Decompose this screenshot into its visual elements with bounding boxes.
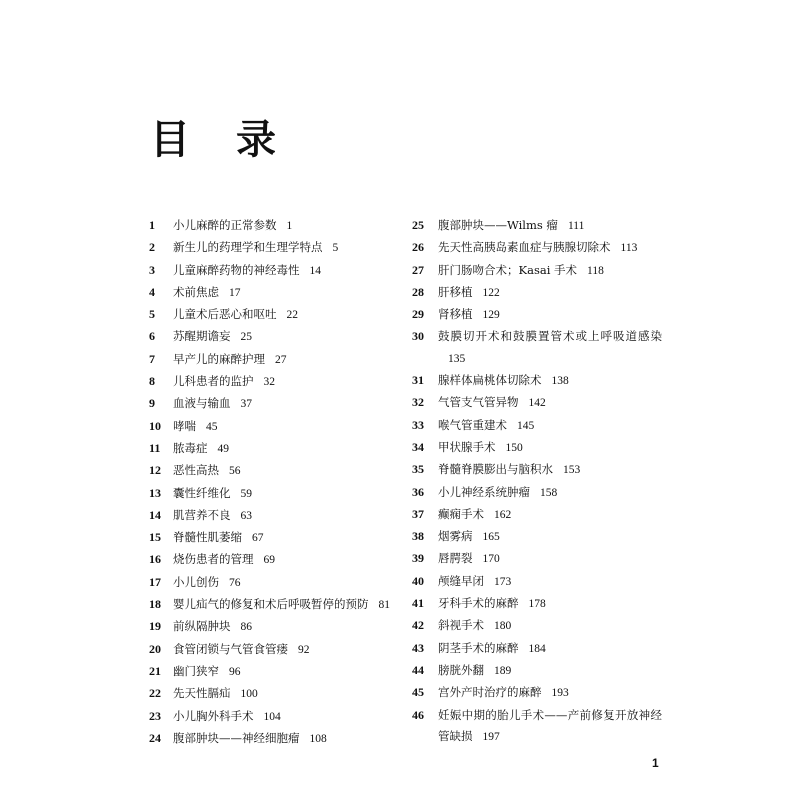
title-char-2: 录: [236, 116, 276, 163]
toc-entry-text: 妊娠中期的胎儿手术——产前修复开放神经管缺损: [438, 707, 662, 743]
toc-entry-number: 42: [412, 618, 424, 633]
toc-entry-text: 儿童术后恶心和呕吐: [173, 307, 277, 322]
toc-entry-number: 21: [149, 663, 161, 678]
toc-entry-text: 脊髓性肌萎缩: [173, 530, 242, 545]
toc-entry-text: 小儿胸外科手术: [173, 708, 254, 723]
toc-entry: [412, 415, 662, 437]
toc-entry-number: 18: [149, 597, 161, 612]
toc-entry-title: [438, 304, 662, 326]
toc-entry-text: 宫外产时治疗的麻醉: [438, 685, 542, 700]
toc-entry-title: [173, 326, 399, 348]
toc-entry-number: 40: [412, 573, 424, 588]
toc-entry-text: 唇腭裂: [438, 551, 473, 566]
toc-entry-page: 170: [482, 553, 500, 566]
toc-entry: [412, 571, 662, 593]
title-char-1: 目: [150, 116, 190, 163]
toc-entry-text: 颅缝早闭: [438, 573, 484, 588]
toc-entry-page: 184: [528, 642, 546, 655]
toc-entry-number: 3: [149, 262, 155, 277]
toc-entry-number: 29: [412, 307, 424, 322]
toc-entry-text: 血液与输血: [173, 396, 231, 411]
toc-entry-title: [173, 282, 399, 304]
toc-entry-text: 烧伤患者的管理: [173, 552, 254, 567]
toc-entry-number: 46: [412, 707, 424, 722]
toc-entry: [412, 660, 662, 682]
toc-entry-title: [438, 660, 662, 682]
toc-entry-number: 5: [149, 307, 155, 322]
toc-entry-title: [173, 706, 399, 728]
toc-entry-page: 142: [528, 397, 546, 410]
toc-entry-text: 气管支气管异物: [438, 395, 519, 410]
toc-entry-text: 先天性膈疝: [173, 686, 231, 701]
toc-entry-page: 113: [620, 242, 638, 255]
toc-entry-text: 小儿麻醉的正常参数: [173, 218, 277, 232]
toc-entry-title: [173, 683, 399, 705]
page-title: [150, 108, 276, 165]
toc-entry: [149, 616, 399, 638]
toc-entry-text: 膀胱外翻: [438, 662, 484, 677]
toc-entry-number: 35: [412, 462, 424, 477]
toc-entry-number: 11: [149, 440, 161, 455]
toc-entry-page: 145: [517, 419, 535, 432]
toc-entry-page: 32: [263, 376, 275, 389]
toc-entry: [149, 260, 399, 282]
toc-entry-title: [173, 460, 399, 482]
toc-entry-text: 肝移植: [438, 284, 473, 299]
toc-entry-number: 2: [149, 240, 155, 255]
toc-entry-text: 阴茎手术的麻醉: [438, 640, 519, 655]
toc-entry: [149, 304, 399, 326]
toc-entry-title: [173, 527, 399, 549]
toc-entry-title: [173, 572, 399, 594]
toc-entry-page: 14: [309, 264, 321, 277]
toc-entry-title: [173, 438, 399, 460]
toc-entry-title: [173, 616, 399, 638]
toc-entry-number: 22: [149, 686, 161, 701]
toc-entry-page: 100: [240, 688, 258, 701]
toc-entry: [412, 593, 662, 615]
toc-entry-text: 小儿神经系统肿瘤: [438, 484, 530, 499]
toc-entry-page: 129: [482, 309, 500, 322]
toc-entry: [149, 549, 399, 571]
toc-entry: [412, 437, 662, 459]
toc-entry-page: 150: [505, 441, 523, 454]
toc-entry-text: 脓毒症: [173, 440, 208, 455]
toc-entry-number: 32: [412, 395, 424, 410]
toc-entry-title: [173, 371, 399, 393]
toc-entry-page: 25: [240, 331, 252, 344]
toc-entry-page: 63: [240, 509, 252, 522]
toc-entry-page: 189: [494, 664, 512, 677]
toc-entry-title: [438, 392, 662, 414]
toc-entry-number: 13: [149, 485, 161, 500]
toc-entry-text: 腹部肿块——神经细胞瘤: [173, 730, 300, 745]
toc-entry-title: [173, 661, 399, 683]
toc-entry-text: 哮喘: [173, 418, 196, 433]
toc-entry-title: [438, 526, 662, 548]
toc-entry-text: 烟雾病: [438, 529, 473, 544]
toc-entry-text: 先天性高胰岛素血症与胰腺切除术: [438, 240, 611, 255]
toc-entry-number: 45: [412, 685, 424, 700]
toc-entry-page: 22: [286, 309, 298, 322]
toc-entry-page: 67: [252, 532, 264, 545]
toc-entry: [412, 215, 662, 237]
toc-entry-text: 斜视手术: [438, 618, 484, 633]
toc-entry-page: 108: [309, 732, 327, 745]
toc-entry-text: 腺样体扁桃体切除术: [438, 373, 542, 388]
toc-entry: [149, 349, 399, 371]
toc-entry-title: [438, 459, 662, 481]
toc-entry-page: 122: [482, 286, 500, 299]
toc-entry-text: 新生儿的药理学和生理学特点: [173, 240, 323, 255]
toc-entry-text: 恶性高热: [173, 463, 219, 478]
toc-entry-page: 86: [240, 621, 252, 634]
toc-entry: [149, 683, 399, 705]
toc-entry-text: 幽门狭窄: [173, 663, 219, 678]
toc-entry: [149, 706, 399, 728]
toc-entry: [412, 326, 662, 370]
toc-entry-number: 19: [149, 619, 161, 634]
toc-entry: [149, 237, 399, 259]
toc-entry-title: [438, 482, 662, 504]
toc-entry-page: 180: [494, 620, 512, 633]
toc-entry-page: 81: [378, 599, 390, 612]
toc-entry-page: 173: [494, 575, 512, 588]
toc-entry-page: 5: [332, 242, 339, 255]
toc-entry-number: 12: [149, 463, 161, 478]
toc-entry-title: [173, 594, 399, 616]
toc-entry-number: 10: [149, 418, 161, 433]
toc-entry-page: 138: [551, 375, 569, 388]
toc-entry-title: [173, 505, 399, 527]
toc-entry-title: [438, 638, 662, 660]
toc-entry-text: 术前焦虑: [173, 284, 219, 299]
toc-entry: [412, 304, 662, 326]
toc-entry-number: 6: [149, 329, 155, 344]
toc-entry-title: [438, 682, 662, 704]
toc-entry-page: 76: [229, 576, 241, 589]
toc-entry-title: [173, 304, 399, 326]
toc-entry-title: [173, 237, 399, 259]
toc-entry-page: 104: [263, 710, 281, 723]
toc-entry: [149, 572, 399, 594]
toc-entry-page: 178: [528, 598, 546, 611]
toc-entry-text: 前纵隔肿块: [173, 619, 231, 634]
toc-entry-title: [173, 728, 399, 750]
toc-entry: [412, 260, 662, 282]
toc-entry-number: 20: [149, 641, 161, 656]
toc-entry-number: 31: [412, 373, 424, 388]
toc-entry-title: [438, 326, 662, 370]
toc-entry-number: 1: [149, 218, 155, 232]
toc-entry-text: 肌营养不良: [173, 507, 231, 522]
toc-entry: [412, 282, 662, 304]
toc-entry-title: [173, 215, 399, 237]
toc-entry-title: [438, 282, 662, 304]
toc-entry-text: 癫痫手术: [438, 506, 484, 521]
toc-entry-number: 14: [149, 507, 161, 522]
page-number: 1: [652, 756, 659, 770]
toc-entry-text: 甲状腺手术: [438, 439, 496, 454]
toc-entry-title: [438, 593, 662, 615]
toc-entry-text: 食管闭锁与气管食管瘘: [173, 641, 288, 656]
toc-entry-page: 158: [540, 486, 558, 499]
toc-entry-title: [438, 437, 662, 459]
toc-entry-number: 43: [412, 640, 424, 655]
toc-entry-title: [438, 237, 662, 259]
toc-entry-number: 4: [149, 284, 155, 299]
toc-entry-text: 苏醒期谵妄: [173, 329, 231, 344]
toc-entry-title: [173, 639, 399, 661]
toc-entry: [412, 615, 662, 637]
toc-entry: [149, 393, 399, 415]
toc-entry: [149, 460, 399, 482]
toc-column-left: [149, 215, 399, 750]
toc-entry-title: [173, 349, 399, 371]
toc-entry-number: 44: [412, 662, 424, 677]
toc-entry: [412, 504, 662, 526]
toc-entry-number: 15: [149, 530, 161, 545]
toc-entry: [149, 483, 399, 505]
toc-entry-number: 26: [412, 240, 424, 255]
toc-entry-page: 45: [206, 420, 218, 433]
toc-entry-number: 9: [149, 396, 155, 411]
toc-entry: [412, 705, 662, 749]
toc-entry: [412, 682, 662, 704]
toc-entry: [149, 527, 399, 549]
toc-entry: [149, 661, 399, 683]
toc-entry-page: 135: [448, 352, 466, 365]
toc-entry-number: 41: [412, 596, 424, 611]
toc-entry: [412, 237, 662, 259]
toc-entry: [412, 459, 662, 481]
toc-entry-number: 16: [149, 552, 161, 567]
toc-entry-page: 193: [551, 687, 569, 700]
toc-entry-title: [438, 615, 662, 637]
toc-entry-page: 96: [229, 665, 241, 678]
toc-entry-text: 儿童麻醉药物的神经毒性: [173, 262, 300, 277]
toc-entry-text: 喉气管重建术: [438, 417, 507, 432]
toc-entry-number: 28: [412, 284, 424, 299]
toc-entry-page: 56: [229, 465, 241, 478]
toc-entry-text: 脊髓脊膜膨出与脑积水: [438, 462, 553, 477]
toc-column-right: [412, 215, 662, 748]
toc-entry-text: 肝门肠吻合术；Kasai 手术: [438, 262, 578, 277]
toc-entry-title: [173, 483, 399, 505]
toc-entry-number: 25: [412, 218, 424, 232]
toc-entry: [412, 548, 662, 570]
toc-entry-text: 儿科患者的监护: [173, 374, 254, 389]
toc-entry-number: 23: [149, 708, 161, 723]
toc-entry-page: 118: [587, 264, 604, 277]
toc-entry-text: 牙科手术的麻醉: [438, 596, 519, 611]
toc-entry-title: [438, 705, 662, 749]
toc-entry: [412, 482, 662, 504]
toc-entry-page: 197: [482, 730, 500, 743]
toc-entry-number: 17: [149, 574, 161, 589]
toc-entry-text: 肾移植: [438, 307, 473, 322]
toc-entry-title: [438, 571, 662, 593]
toc-entry-number: 33: [412, 417, 424, 432]
toc-entry-page: 1: [286, 220, 293, 232]
toc-entry-title: [173, 260, 399, 282]
toc-entry: [149, 639, 399, 661]
toc-entry-text: 囊性纤维化: [173, 485, 231, 500]
toc-entry-page: 27: [275, 353, 287, 366]
toc-entry-number: 38: [412, 529, 424, 544]
toc-entry: [412, 638, 662, 660]
toc-entry-title: [438, 370, 662, 392]
toc-entry-number: 37: [412, 506, 424, 521]
toc-entry-page: 69: [263, 554, 275, 567]
toc-entry-number: 34: [412, 439, 424, 454]
toc-entry-text: 婴儿疝气的修复和术后呼吸暂停的预防: [173, 597, 369, 612]
toc-entry-title: [438, 260, 662, 282]
toc-entry-number: 30: [412, 329, 424, 344]
toc-entry: [149, 215, 399, 237]
toc-entry-page: 17: [229, 286, 241, 299]
toc-entry-title: [438, 548, 662, 570]
toc-entry-page: 92: [298, 643, 310, 656]
toc-entry: [149, 728, 399, 750]
toc-entry: [412, 526, 662, 548]
toc-entry-title: [173, 393, 399, 415]
toc-entry-title: [438, 415, 662, 437]
toc-entry-page: 162: [494, 508, 512, 521]
toc-entry: [149, 505, 399, 527]
toc-entry: [149, 371, 399, 393]
toc-entry: [149, 438, 399, 460]
toc-entry-number: 8: [149, 374, 155, 389]
toc-entry-title: [173, 416, 399, 438]
toc-entry-number: 39: [412, 551, 424, 566]
toc-entry-title: [438, 215, 662, 237]
toc-entry-page: 37: [240, 398, 252, 411]
toc-entry-title: [173, 549, 399, 571]
toc-entry-page: 165: [482, 531, 500, 544]
toc-entry-text: 早产儿的麻醉护理: [173, 351, 265, 366]
toc-entry-page: 153: [563, 464, 581, 477]
toc-entry-number: 36: [412, 484, 424, 499]
toc-entry: [149, 594, 399, 616]
toc-entry: [149, 326, 399, 348]
toc-entry-number: 7: [149, 351, 155, 366]
toc-entry: [149, 416, 399, 438]
toc-entry: [412, 392, 662, 414]
toc-entry-title: [438, 504, 662, 526]
toc-entry-page: 111: [567, 220, 585, 232]
toc-entry: [412, 370, 662, 392]
toc-entry-text: 腹部肿块——Wilms 瘤: [438, 218, 558, 232]
toc-entry-page: 49: [217, 442, 229, 455]
toc-entry-page: 59: [240, 487, 252, 500]
toc-entry-number: 27: [412, 262, 424, 277]
toc-entry-number: 24: [149, 730, 161, 745]
toc-entry-text: 小儿创伤: [173, 574, 219, 589]
toc-entry-text: 鼓膜切开术和鼓膜置管术或上呼吸道感染: [438, 329, 662, 344]
toc-entry: [149, 282, 399, 304]
